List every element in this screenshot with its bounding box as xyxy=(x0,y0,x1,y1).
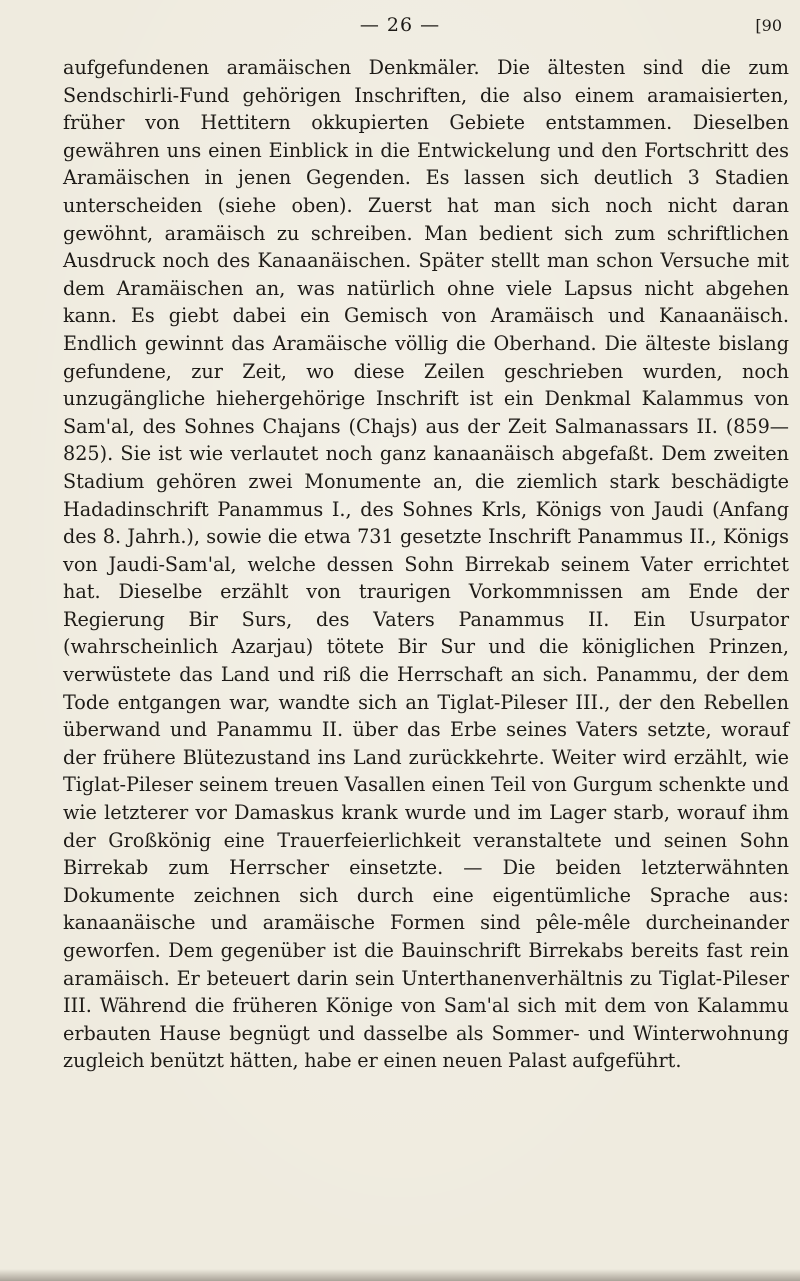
page-bottom-edge xyxy=(0,1269,800,1281)
page-number: — 26 — xyxy=(359,14,441,36)
paragraph: aufgefundenen aramäischen Denkmäler. Die ältesten sind die zum Sendschirli-Fund gehörigen Inschriften, die also einem aramaisierten, früher von Hettitern okkupierten Gebiete entstammen. Dieselben gewähren uns einen Einblick in die Entwickelung und den Fortschritt des Aramäischen in jenen Gegenden. Es lassen sich deutlich 3 Stadien unterscheiden (siehe oben). Zuerst hat man sich noch nicht daran gewöhnt, aramäisch zu schreiben. Man bedient sich zum schriftlichen Ausdruck noch des Kanaanäischen. Später stellt man schon Versuche mit dem Aramäischen an, was natürlich ohne viele Lapsus nicht abgehen kann. Es giebt dabei ein Gemisch von Aramäisch und Kanaanäisch. Endlich gewinnt das Aramäische völlig die Oberhand. Die älteste bislang gefundene, zur Zeit, wo diese Zeilen geschrieben wurden, noch unzugängliche hiehergehörige Inschrift ist ein Denkmal Kalammus von Sam'al, des Sohnes Chajans (Chajs) aus der Zeit Salmanassars II. (859—825). Sie ist wie verlautet noch ganz kanaanäisch abgefaßt. Dem zweiten Stadium gehören zwei Monumente an, die ziemlich stark beschädigte Hadadinschrift Panammus I., des Sohnes Krls, Königs von Jaudi (Anfang des 8. Jahrh.), sowie die etwa 731 gesetzte Inschrift Panammus II., Königs von Jaudi-Sam'al, welche dessen Sohn Birrekab seinem Vater errichtet hat. Dieselbe erzählt von traurigen Vorkommnissen am Ende der Regierung Bir Surs, des Vaters Panammus II. Ein Usurpator (wahrscheinlich Azarjau) tötete Bir Sur und die königlichen Prinzen, verwüstete das Land und riß die Herrschaft an sich. Panammu, der dem Tode entgangen war, wandte sich an Tiglat-Pileser III., der den Rebellen überwand und Panammu II. über das Erbe seines Vaters setzte, worauf der frühere Blütezustand ins Land zurückkehrte. Weiter wird erzählt, wie Tiglat-Pileser seinem treuen Vasallen einen Teil von Gurgum schenkte und wie letzterer vor Damaskus krank wurde und im Lager starb, worauf ihm der Großkönig eine Trauerfeierlichkeit veranstaltete und seinen Sohn Birrekab zum Herrscher einsetzte. — Die beiden letzterwähnten Dokumente zeichnen sich durch eine eigentümliche Sprache aus: kanaanäische und aramäische Formen sind pêle-mêle durcheinander geworfen. Dem gegenüber ist die Bauinschrift Birrekabs bereits fast rein aramäisch. Er beteuert darin sein Unterthanenverhältnis zu Tiglat-Pileser III. Während die früheren Könige von Sam'al sich mit dem von Kalammu erbauten Hause begnügt und dasselbe als Sommer- und Winterwohnung zugleich benützt hätten, habe er einen neuen Palast aufgeführt. xyxy=(63,56,789,1073)
sheet-mark: [90 xyxy=(755,16,782,35)
body-text xyxy=(63,54,789,1075)
page-header xyxy=(0,6,800,46)
